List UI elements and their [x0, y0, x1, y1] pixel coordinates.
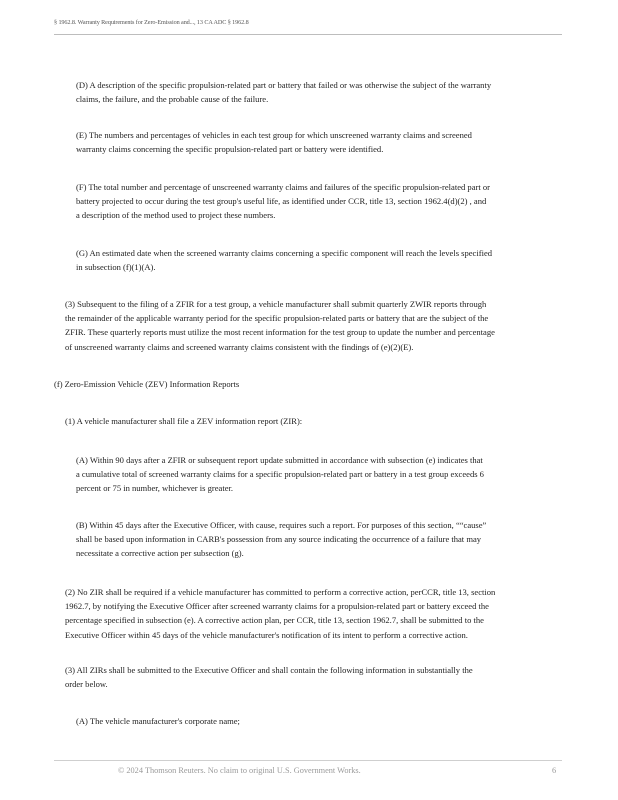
text-line: (2) No ZIR shall be required if a vehicle manufacturer has committed to perform a corrective action, perCCR, title 13, section [65, 587, 496, 597]
text-line: (3) Subsequent to the filing of a ZFIR for a test group, a vehicle manufacturer shall submit quarterly ZWIR reports through [65, 299, 487, 309]
paragraph-g-estimated-date [76, 246, 492, 274]
paragraph-f-total [76, 180, 490, 223]
text-line: 1962.7, by notifying the Executive Officer after screened warranty claims for a propulsion-related part or battery exceed the [65, 601, 489, 612]
text-line: (3) All ZIRs shall be submitted to the Executive Officer and shall contain the following information in substantially the [65, 665, 473, 675]
paragraph-e-numbers [76, 128, 472, 156]
text-line: (A) Within 90 days after a ZFIR or subsequent report update submitted in accordance with subsection (e) indicates that [76, 455, 483, 465]
text-line: a cumulative total of screened warranty claims for a specific propulsion-related part or battery in a test group exceeds 6 [76, 469, 484, 480]
text-line: (B) Within 45 days after the Executive Officer, with cause, requires such a report. For purposes of this section, ““cause” [76, 520, 487, 530]
text-line: Executive Officer within 45 days of the vehicle manufacturer's notification of its intent to perform a corrective action. [65, 629, 468, 640]
paragraph-a-within-90-days [76, 453, 484, 496]
text-line: shall be based upon information in CARB's possession from any source indicating the occurrence of a failure that may [76, 534, 482, 545]
text-line: (F) The total number and percentage of unscreened warranty claims and failures of the specific propulsion-related part or [76, 182, 490, 192]
text-line: necessitate a corrective action per subsection (g). [76, 548, 244, 559]
paragraph-1-zir-filing [65, 414, 302, 428]
text-line: percent or 75 in number, whichever is greater. [76, 483, 234, 494]
text-line: percentage specified in subsection (e). A corrective action plan, per CCR, title 13, section 1962.7, shall be submitted to the [65, 615, 484, 626]
text-line: (A) The vehicle manufacturer's corporate name; [76, 716, 240, 726]
text-line: claims, the failure, and the probable cause of the failure. [76, 94, 269, 105]
paragraph-b-within-45-days [76, 518, 486, 561]
running-header: § 1962.8. Warranty Requirements for Zero-Emission and..., 13 CA ADC § 1962.8 [54, 19, 249, 26]
text-line: order below. [65, 679, 108, 690]
footer-divider [54, 760, 562, 761]
text-line: the remainder of the applicable warranty period for the specific propulsion-related parts or battery that are the subject of the [65, 313, 489, 324]
paragraph-d-description [76, 78, 491, 106]
text-line: (E) The numbers and percentages of vehicles in each test group for which unscreened warranty claims and screened [76, 130, 472, 140]
text-line: battery projected to occur during the test group's useful life, as identified under CCR, title 13, section 1962.4(d)(2) , and [76, 196, 487, 207]
page-number: 6 [552, 766, 557, 775]
header-divider [54, 34, 562, 35]
text-line: (D) A description of the specific propulsion-related part or battery that failed or was otherwise the subject of the warranty [76, 80, 492, 90]
text-line: in subsection (f)(1)(A). [76, 262, 156, 273]
text-line: (G) An estimated date when the screened warranty claims concerning a specific component will reach the levels specified [76, 248, 493, 258]
text-line: warranty claims concerning the specific propulsion-related part or battery were identified. [76, 144, 384, 155]
text-line: a description of the method used to project these numbers. [76, 210, 276, 221]
paragraph-2-no-zir [65, 585, 495, 642]
text-line: of unscreened warranty claims and screened warranty claims consistent with the findings of (e)(2)(E). [65, 341, 414, 352]
section-heading-f [54, 377, 239, 391]
text-line: ZFIR. These quarterly reports must utilize the most recent information for the test group to update the number and percentage [65, 327, 495, 338]
text-line: (f) Zero-Emission Vehicle (ZEV) Information Reports [54, 379, 240, 389]
paragraph-a-corporate-name [76, 714, 240, 728]
text-line: (1) A vehicle manufacturer shall file a ZEV information report (ZIR): [65, 416, 303, 426]
footer-copyright: © 2024 Thomson Reuters. No claim to original U.S. Government Works. [118, 766, 361, 775]
paragraph-3-all-zirs [65, 663, 473, 691]
paragraph-3-quarterly-zwir [65, 297, 495, 354]
